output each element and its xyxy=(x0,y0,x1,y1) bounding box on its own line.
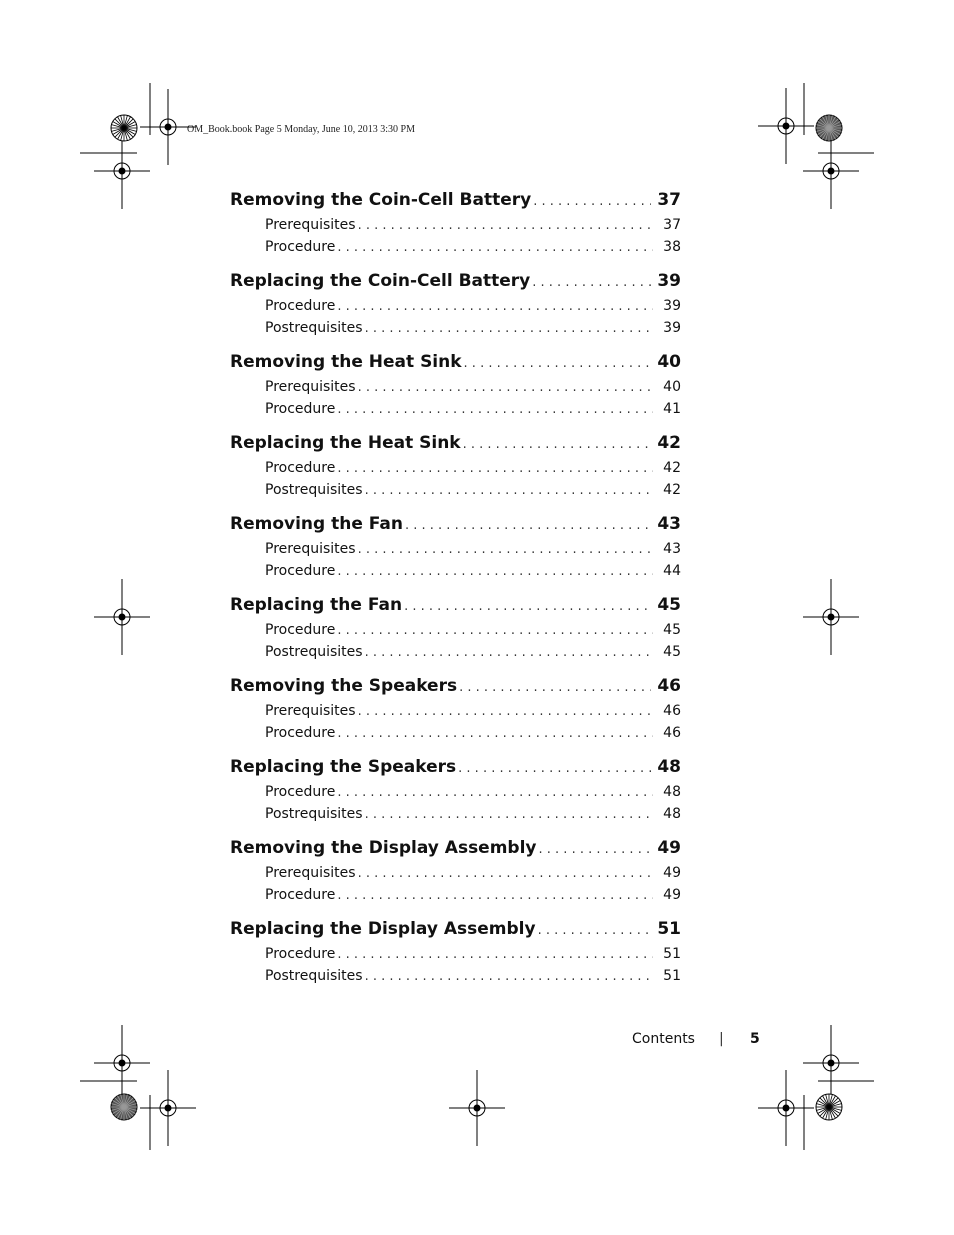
toc-subentry[interactable] xyxy=(230,320,681,342)
print-color-dial-icon xyxy=(111,1094,137,1120)
toc-subentry-page: 45 xyxy=(663,622,681,638)
table-of-contents xyxy=(230,190,681,1000)
toc-subentry[interactable] xyxy=(230,784,681,806)
toc-subentry-page: 38 xyxy=(663,239,681,255)
toc-subentry-page: 39 xyxy=(663,298,681,314)
toc-subentry-label: Postrequisites xyxy=(265,806,363,822)
registration-crosshair-icon xyxy=(449,1070,505,1146)
toc-chapter-entry[interactable] xyxy=(230,919,681,946)
toc-chapter-page: 40 xyxy=(657,352,681,372)
toc-subentry[interactable] xyxy=(230,622,681,644)
toc-chapter-title: Removing the Coin-Cell Battery xyxy=(230,190,532,210)
toc-chapter-page: 49 xyxy=(657,838,681,858)
dot-leader xyxy=(365,483,653,498)
toc-subentry-label: Procedure xyxy=(265,401,336,417)
dot-leader xyxy=(463,437,652,452)
toc-chapter-title: Replacing the Fan xyxy=(230,595,403,615)
toc-subentry-page: 48 xyxy=(663,784,681,800)
toc-subentry-label: Procedure xyxy=(265,460,336,476)
registration-crosshair-icon xyxy=(94,133,150,209)
toc-chapter-entry[interactable] xyxy=(230,757,681,784)
toc-section xyxy=(230,757,681,828)
toc-subentry-page: 42 xyxy=(663,460,681,476)
toc-subentry[interactable] xyxy=(230,460,681,482)
registration-crosshair-icon xyxy=(803,579,859,655)
toc-subentry-label: Prerequisites xyxy=(265,703,356,719)
toc-subentry-page: 49 xyxy=(663,865,681,881)
footer-section-label: Contents xyxy=(632,1031,695,1047)
toc-chapter-page: 46 xyxy=(657,676,681,696)
toc-subentry-page: 39 xyxy=(663,320,681,336)
dot-leader xyxy=(404,599,651,614)
toc-section xyxy=(230,676,681,747)
toc-section xyxy=(230,595,681,666)
toc-subentry-page: 46 xyxy=(663,703,681,719)
registration-crosshair-icon xyxy=(94,579,150,655)
toc-chapter-page: 42 xyxy=(657,433,681,453)
print-color-dial-icon xyxy=(111,115,137,141)
toc-subentry-page: 49 xyxy=(663,887,681,903)
toc-subentry-page: 46 xyxy=(663,725,681,741)
registration-crosshair-icon xyxy=(758,1070,814,1146)
toc-subentry-label: Procedure xyxy=(265,725,336,741)
toc-subentry[interactable] xyxy=(230,968,681,990)
dot-leader xyxy=(337,461,653,476)
toc-subentry-label: Postrequisites xyxy=(265,644,363,660)
toc-subentry[interactable] xyxy=(230,298,681,320)
toc-chapter-page: 43 xyxy=(657,514,681,534)
toc-subentry[interactable] xyxy=(230,865,681,887)
dot-leader xyxy=(539,842,652,857)
toc-chapter-entry[interactable] xyxy=(230,190,681,217)
toc-chapter-page: 37 xyxy=(657,190,681,210)
toc-chapter-entry[interactable] xyxy=(230,352,681,379)
print-slug: OM_Book.book Page 5 Monday, June 10, 2013 3:30 PM xyxy=(187,124,415,135)
toc-chapter-page: 39 xyxy=(657,271,681,291)
toc-subentry[interactable] xyxy=(230,239,681,261)
toc-chapter-entry[interactable] xyxy=(230,838,681,865)
dot-leader xyxy=(337,947,653,962)
toc-subentry[interactable] xyxy=(230,482,681,504)
dot-leader xyxy=(365,645,653,660)
toc-chapter-entry[interactable] xyxy=(230,271,681,298)
toc-subentry[interactable] xyxy=(230,946,681,968)
dot-leader xyxy=(358,704,653,719)
toc-section xyxy=(230,838,681,909)
dot-leader xyxy=(358,542,653,557)
toc-section xyxy=(230,271,681,342)
toc-subentry-page: 43 xyxy=(663,541,681,557)
toc-chapter-entry[interactable] xyxy=(230,433,681,460)
toc-subentry[interactable] xyxy=(230,401,681,423)
toc-subentry-label: Procedure xyxy=(265,239,336,255)
dot-leader xyxy=(538,923,652,938)
dot-leader xyxy=(358,866,653,881)
toc-subentry[interactable] xyxy=(230,806,681,828)
toc-chapter-title: Removing the Speakers xyxy=(230,676,458,696)
toc-section xyxy=(230,514,681,585)
toc-subentry-page: 40 xyxy=(663,379,681,395)
dot-leader xyxy=(365,807,653,822)
dot-leader xyxy=(533,194,651,209)
dot-leader xyxy=(337,726,653,741)
toc-subentry[interactable] xyxy=(230,541,681,563)
toc-subentry-label: Prerequisites xyxy=(265,865,356,881)
print-color-dial-icon xyxy=(816,115,842,141)
toc-subentry-label: Prerequisites xyxy=(265,217,356,233)
toc-subentry-label: Prerequisites xyxy=(265,379,356,395)
toc-subentry-page: 51 xyxy=(663,946,681,962)
dot-leader xyxy=(337,623,653,638)
toc-subentry[interactable] xyxy=(230,703,681,725)
dot-leader xyxy=(365,969,653,984)
toc-subentry[interactable] xyxy=(230,379,681,401)
registration-crosshair-icon xyxy=(803,133,859,209)
toc-subentry-label: Prerequisites xyxy=(265,541,356,557)
toc-subentry-label: Procedure xyxy=(265,563,336,579)
toc-chapter-title: Replacing the Display Assembly xyxy=(230,919,536,939)
toc-subentry-label: Procedure xyxy=(265,298,336,314)
dot-leader xyxy=(405,518,651,533)
registration-crosshair-icon xyxy=(803,1025,859,1101)
toc-subentry-page: 42 xyxy=(663,482,681,498)
toc-chapter-title: Replacing the Speakers xyxy=(230,757,457,777)
dot-leader xyxy=(337,564,653,579)
registration-crosshair-icon xyxy=(758,88,814,164)
toc-subentry-label: Procedure xyxy=(265,946,336,962)
toc-subentry[interactable] xyxy=(230,217,681,239)
toc-subentry[interactable] xyxy=(230,725,681,747)
toc-subentry-page: 41 xyxy=(663,401,681,417)
toc-chapter-page: 51 xyxy=(657,919,681,939)
dot-leader xyxy=(358,380,653,395)
toc-chapter-title: Replacing the Heat Sink xyxy=(230,433,461,453)
page-footer xyxy=(632,1031,760,1047)
toc-subentry[interactable] xyxy=(230,563,681,585)
page-number: 5 xyxy=(750,1031,760,1047)
dot-leader xyxy=(458,761,651,776)
toc-chapter-title: Removing the Fan xyxy=(230,514,403,534)
toc-subentry[interactable] xyxy=(230,644,681,666)
dot-leader xyxy=(337,785,653,800)
toc-subentry-label: Postrequisites xyxy=(265,968,363,984)
toc-chapter-entry[interactable] xyxy=(230,676,681,703)
dot-leader xyxy=(358,218,653,233)
dot-leader xyxy=(464,356,652,371)
registration-crosshair-icon xyxy=(140,1070,196,1146)
dot-leader xyxy=(459,680,651,695)
dot-leader xyxy=(337,299,653,314)
toc-chapter-page: 48 xyxy=(657,757,681,777)
dot-leader xyxy=(337,240,653,255)
footer-separator: | xyxy=(719,1031,724,1047)
toc-subentry-page: 51 xyxy=(663,968,681,984)
toc-subentry-label: Postrequisites xyxy=(265,482,363,498)
toc-chapter-entry[interactable] xyxy=(230,595,681,622)
toc-subentry-label: Procedure xyxy=(265,887,336,903)
toc-chapter-entry[interactable] xyxy=(230,514,681,541)
toc-subentry[interactable] xyxy=(230,887,681,909)
registration-crosshair-icon xyxy=(94,1025,150,1101)
dot-leader xyxy=(337,402,653,417)
toc-section xyxy=(230,919,681,990)
dot-leader xyxy=(365,321,653,336)
toc-section xyxy=(230,190,681,261)
toc-subentry-page: 45 xyxy=(663,644,681,660)
toc-chapter-title: Replacing the Coin-Cell Battery xyxy=(230,271,531,291)
dot-leader xyxy=(532,275,651,290)
toc-subentry-label: Postrequisites xyxy=(265,320,363,336)
print-color-dial-icon xyxy=(816,1094,842,1120)
toc-chapter-page: 45 xyxy=(657,595,681,615)
toc-section xyxy=(230,352,681,423)
toc-subentry-page: 48 xyxy=(663,806,681,822)
toc-subentry-label: Procedure xyxy=(265,622,336,638)
toc-subentry-label: Procedure xyxy=(265,784,336,800)
toc-subentry-page: 37 xyxy=(663,217,681,233)
dot-leader xyxy=(337,888,653,903)
toc-subentry-page: 44 xyxy=(663,563,681,579)
toc-chapter-title: Removing the Heat Sink xyxy=(230,352,462,372)
toc-chapter-title: Removing the Display Assembly xyxy=(230,838,537,858)
toc-section xyxy=(230,433,681,504)
